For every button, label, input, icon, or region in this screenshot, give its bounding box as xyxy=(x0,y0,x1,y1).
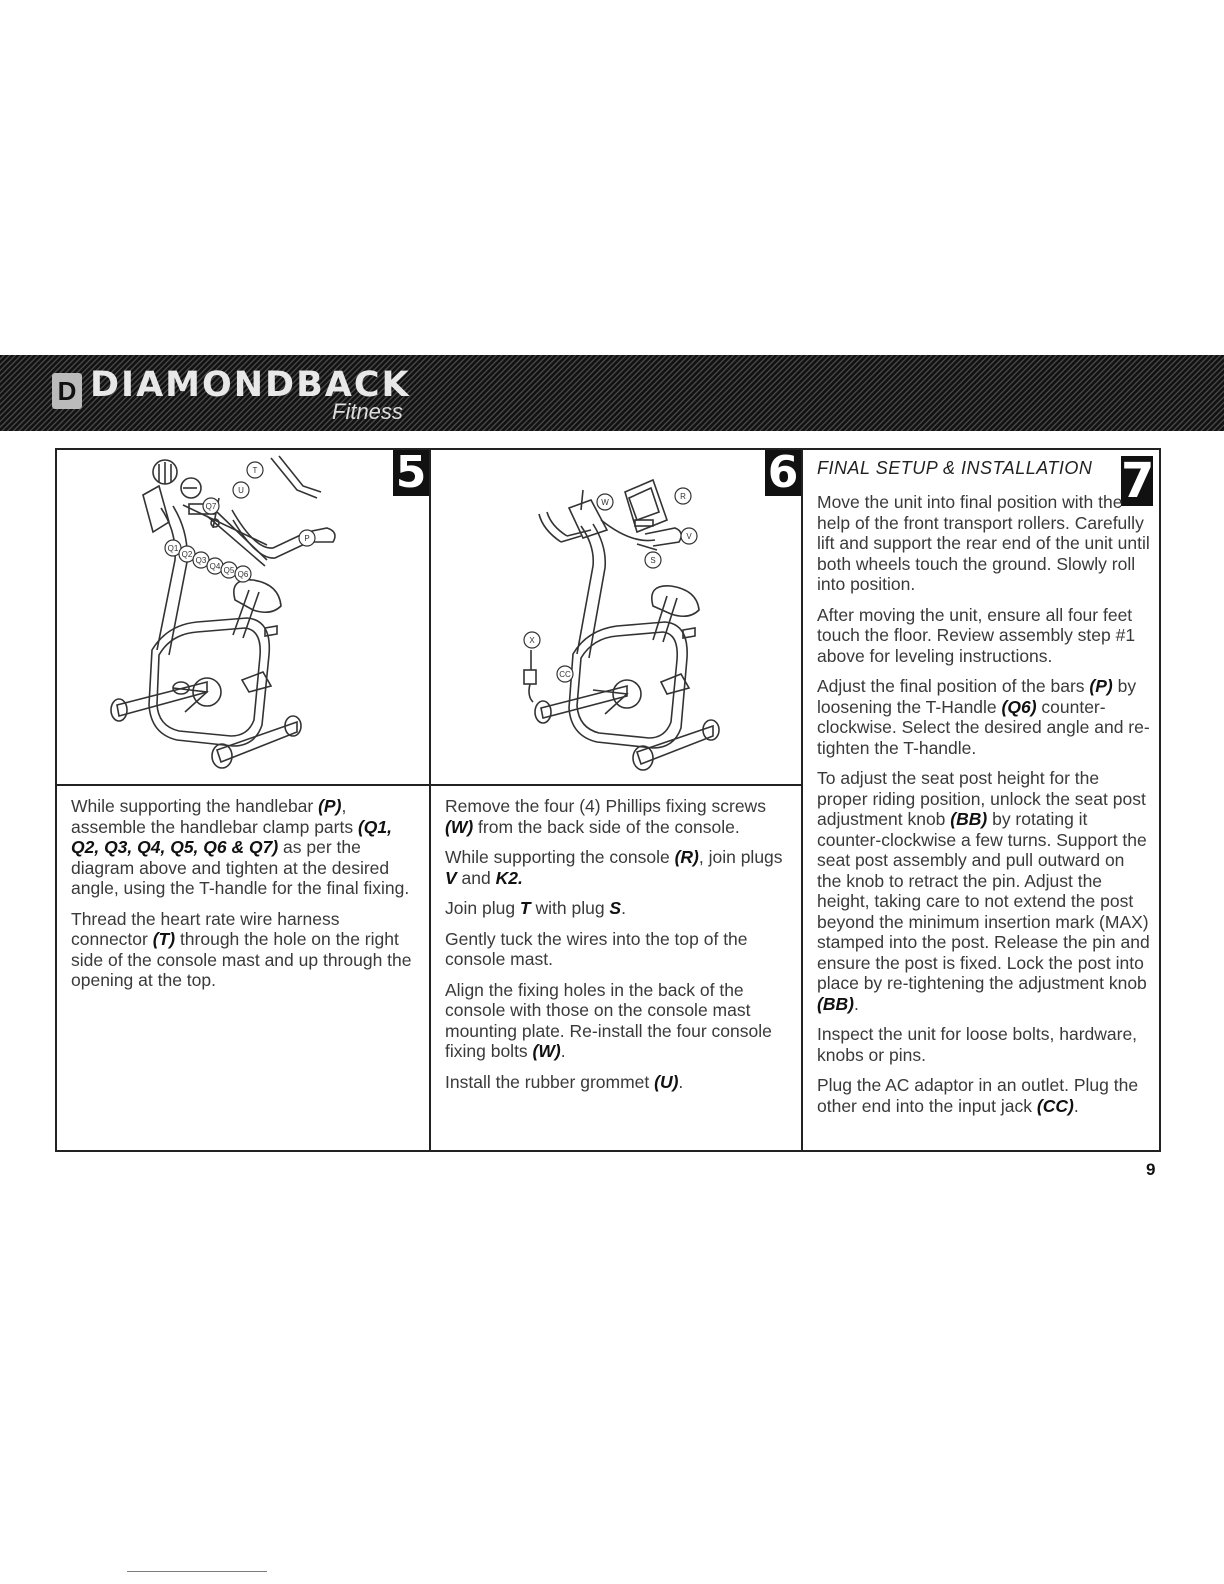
part-reference: (CC) xyxy=(1036,1095,1074,1116)
part-label-q7: Q7 xyxy=(205,502,217,511)
step-5-column xyxy=(57,447,431,1150)
page-number: 9 xyxy=(1146,1160,1156,1179)
part-reference: (T) xyxy=(152,929,176,949)
step-6-text xyxy=(445,796,791,1102)
part-label-q5: Q5 xyxy=(223,566,235,575)
step-5-figure xyxy=(57,447,429,786)
step-7-heading: FINAL SETUP & INSTALLATION xyxy=(817,458,1093,478)
part-label-q6: Q6 xyxy=(237,570,249,579)
part-label-q3: Q3 xyxy=(195,556,207,565)
paragraph: Move the unit into final position with the help of the front transport rollers. Carefully lift and support the rear end of the unit until both wheels touch the ground. Slowly roll into position. xyxy=(817,492,1150,594)
instruction-frame xyxy=(55,448,1161,1152)
part-reference: (W) xyxy=(532,1041,561,1061)
part-label-w: W xyxy=(601,498,609,507)
part-label-r: R xyxy=(680,492,686,501)
part-reference: (BB) xyxy=(817,993,854,1014)
paragraph: Align the fixing holes in the back of the console with those on the console mast mounting plate. Re-install the four console fixing bolts (W). xyxy=(445,979,772,1061)
step-7-column xyxy=(803,450,1159,1150)
brand-logo xyxy=(52,365,422,424)
part-label-s: S xyxy=(650,556,656,565)
paragraph: Inspect the unit for loose bolts, hardware, knobs or pins. xyxy=(817,1024,1138,1065)
part-reference: (P) xyxy=(318,796,342,816)
paragraph: After moving the unit, ensure all four feet touch the floor. Review assembly step #1 above for leveling instructions. xyxy=(817,604,1136,666)
part-label-q2: Q2 xyxy=(181,550,193,559)
part-reference: (W) xyxy=(445,816,474,837)
part-reference: (P) xyxy=(1089,676,1113,696)
step-5-number: 5 xyxy=(393,450,429,496)
paragraph: Thread the heart rate wire harness connector (T) through the hole on the right side of the console mast and up through the opening at the top. xyxy=(71,908,412,990)
part-reference: S xyxy=(609,898,622,918)
paragraph: Gently tuck the wires into the top of the console mast. xyxy=(445,928,748,969)
paragraph: Install the rubber grommet (U). xyxy=(445,1071,684,1092)
paragraph: Plug the AC adaptor in an outlet. Plug the other end into the input jack (CC). xyxy=(817,1075,1139,1116)
brand-sub: Fitness xyxy=(332,399,403,424)
part-label-t: T xyxy=(252,466,258,475)
part-reference: V xyxy=(445,867,457,888)
part-reference: (R) xyxy=(674,847,699,867)
step-6-figure xyxy=(431,447,801,786)
paragraph: Join plug T with plug S. xyxy=(445,898,626,918)
step-6-number: 6 xyxy=(765,450,801,496)
part-label-p: P xyxy=(304,534,310,543)
part-reference: T xyxy=(519,898,531,918)
logo-mark-icon: D xyxy=(52,373,82,409)
part-label-cc: CC xyxy=(559,670,571,679)
paragraph: To adjust the seat post height for the proper riding position, unlock the seat post adjustment knob (BB) by rotating it counter-clockwise a few turns. Support the seat post assembly and pull outward on the knob to retract the pin. Adjust the height, taking care to not extend the post beyond the minimum insertion mark (MAX) stamped into the post. Release the pin and ensure the post is fixed. Lock the post into place by re-tightening the adjustment knob (BB). xyxy=(817,768,1150,1014)
brand-name: DIAMONDBACK xyxy=(90,365,411,405)
part-reference: (U) xyxy=(654,1071,679,1092)
header-banner xyxy=(0,355,1224,431)
bike-handlebar-diagram-icon xyxy=(57,450,429,784)
step-6-column xyxy=(431,447,803,1150)
part-reference: (Q6) xyxy=(1001,696,1037,717)
part-label-u: U xyxy=(238,486,244,495)
part-reference: K2. xyxy=(495,867,523,888)
paragraph: Adjust the final position of the bars (P) by loosening the T-Handle (Q6) counter-clockwise. Select the desired angle and re-tighten the T-handle. xyxy=(817,676,1150,758)
part-label-v: V xyxy=(686,532,692,541)
part-reference: (BB) xyxy=(950,809,988,829)
paragraph: While supporting the console (R), join plugs V and K2. xyxy=(445,847,783,888)
paragraph: Remove the four (4) Phillips fixing screws (W) from the back side of the console. xyxy=(445,796,766,837)
step-7-text xyxy=(817,492,1151,1126)
paragraph: While supporting the handlebar (P), assemble the handlebar clamp parts (Q1, Q2, Q3, Q4, Q5, Q6 & Q7) as per the diagram above and tighten at the desired angle, using the T-handle for the final fixing. xyxy=(71,796,410,898)
bike-console-diagram-icon xyxy=(431,450,801,784)
part-reference: (Q1, Q2, Q3, Q4, Q5, Q6 & Q7) xyxy=(71,816,393,857)
part-label-q1: Q1 xyxy=(167,544,179,553)
step-5-text xyxy=(71,796,419,1001)
footer-rule xyxy=(127,1571,267,1572)
step-7-number: 7 xyxy=(1121,453,1155,509)
part-label-q4: Q4 xyxy=(209,562,221,571)
part-label-x: X xyxy=(529,636,535,645)
